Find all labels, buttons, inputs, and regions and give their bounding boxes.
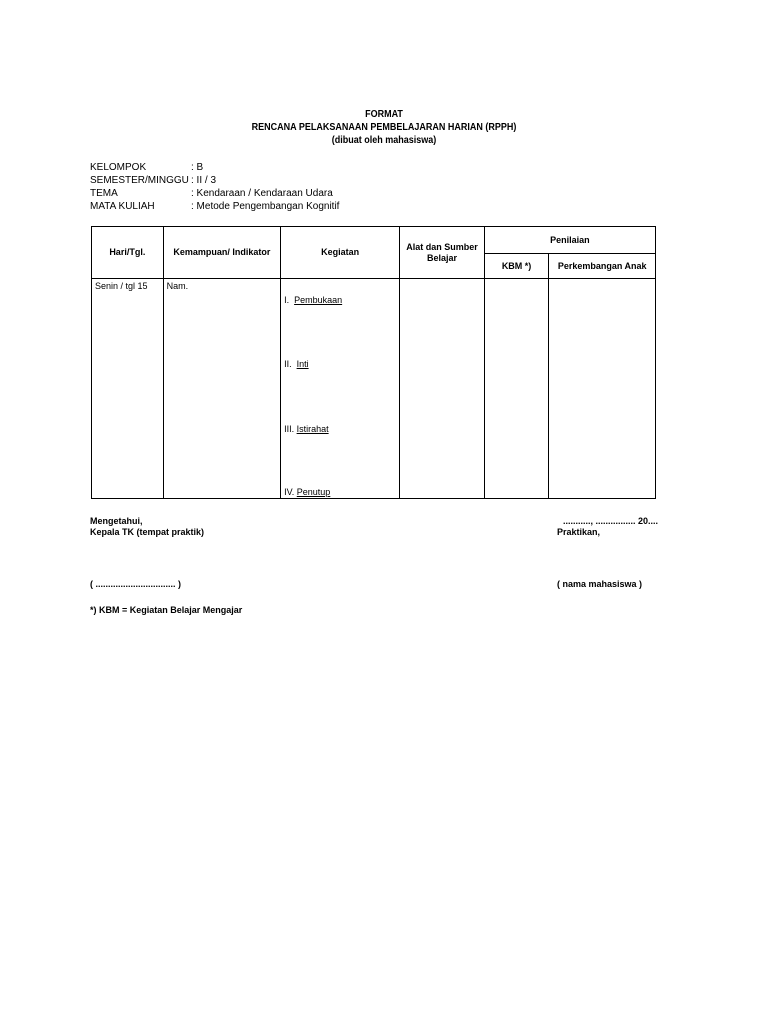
signature-right: ( nama mahasiswa ) bbox=[557, 579, 643, 589]
meta-value: : Kendaraan / Kendaraan Udara bbox=[191, 188, 333, 199]
kegiatan-label: Istirahat bbox=[296, 424, 329, 434]
kegiatan-item-inti bbox=[284, 359, 309, 369]
cell-alat bbox=[400, 279, 485, 499]
table-header-row bbox=[92, 227, 656, 254]
kegiatan-item-penutup bbox=[284, 487, 330, 497]
meta-label: MATA KULIAH bbox=[90, 201, 155, 212]
header-alat: Alat dan Sumber Belajar bbox=[400, 227, 485, 279]
meta-label: KELOMPOK bbox=[90, 162, 147, 173]
cell-kbm bbox=[484, 279, 549, 499]
cell-perkembangan bbox=[549, 279, 656, 499]
signature-left: ( ................................ ) bbox=[90, 579, 182, 589]
footnote-kbm: *) KBM = Kegiatan Belajar Mengajar bbox=[90, 605, 243, 615]
doc-note: (dibuat oleh mahasiswa) bbox=[331, 135, 437, 146]
rpph-table bbox=[91, 226, 656, 499]
header-hari: Hari/Tgl. bbox=[92, 227, 164, 279]
header-perkembangan: Perkembangan Anak bbox=[549, 254, 656, 279]
kegiatan-num: IV. bbox=[284, 487, 295, 497]
meta-value: : Metode Pengembangan Kognitif bbox=[191, 201, 340, 212]
kegiatan-num: II. bbox=[284, 359, 292, 369]
cell-kemampuan bbox=[163, 279, 280, 499]
meta-row-semester bbox=[90, 174, 339, 187]
header-kbm: KBM *) bbox=[484, 254, 549, 279]
table-row bbox=[92, 279, 656, 499]
meta-value: : B bbox=[191, 162, 204, 173]
cell-kegiatan bbox=[281, 279, 400, 499]
kegiatan-item-pembukaan bbox=[284, 295, 342, 305]
doc-subtitle: RENCANA PELAKSANAAN PEMBELAJARAN HARIAN (RPPH) bbox=[251, 122, 517, 133]
header-kemampuan: Kemampuan/ Indikator bbox=[163, 227, 280, 279]
meta-value: : II / 3 bbox=[191, 175, 217, 186]
kegiatan-label: Pembukaan bbox=[294, 295, 343, 305]
footer-praktikan: Praktikan, bbox=[557, 527, 601, 537]
footer-mengetahui: Mengetahui, bbox=[90, 516, 143, 526]
meta-label: SEMESTER/MINGGU bbox=[90, 175, 189, 186]
footer-kepala: Kepala TK (tempat praktik) bbox=[90, 527, 205, 537]
footer-date: ..........., ................ 20.... bbox=[563, 516, 659, 526]
kegiatan-label: Inti bbox=[296, 359, 309, 369]
meta-row-kelompok bbox=[90, 161, 339, 174]
hari-text: Senin / tgl 15 bbox=[95, 281, 148, 291]
kegiatan-item-istirahat bbox=[284, 424, 329, 434]
kegiatan-num: III. bbox=[284, 424, 295, 434]
kegiatan-label: Penutup bbox=[296, 487, 331, 497]
meta-row-mata-kuliah bbox=[90, 200, 339, 213]
kemampuan-text: Nam. bbox=[166, 281, 189, 291]
doc-title: FORMAT bbox=[365, 109, 403, 120]
meta-row-tema bbox=[90, 187, 339, 200]
cell-hari bbox=[92, 279, 164, 499]
kegiatan-num: I. bbox=[284, 295, 290, 305]
header-penilaian: Penilaian bbox=[484, 227, 655, 254]
header-kegiatan: Kegiatan bbox=[281, 227, 400, 279]
meta-block bbox=[90, 161, 339, 213]
meta-label: TEMA bbox=[90, 188, 118, 199]
